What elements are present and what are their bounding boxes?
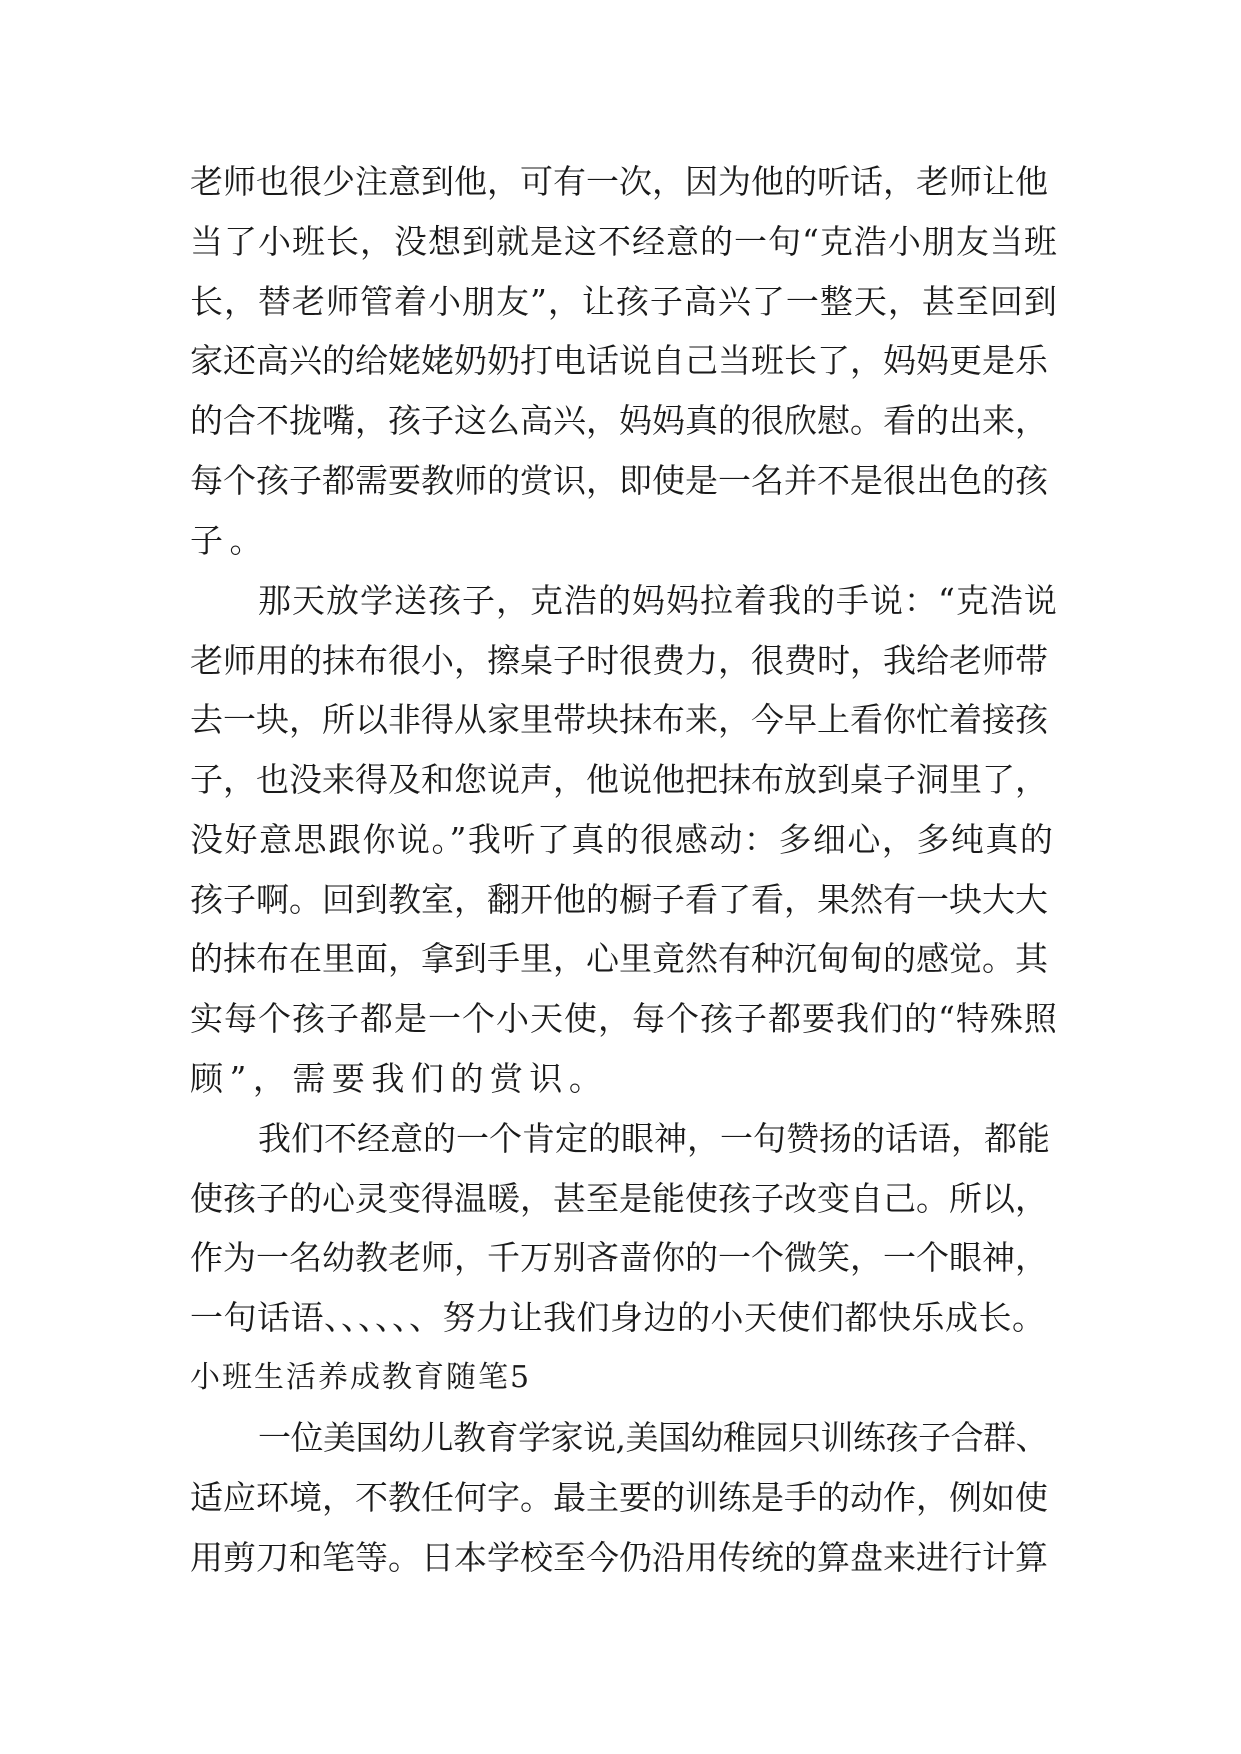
section-heading: 小班生活养成教育随笔5 (190, 1360, 532, 1395)
paragraph-line: 顾”，需要我们的赏识。 (190, 1059, 609, 1098)
paragraph-line: 家还高兴的给姥姥奶奶打电话说自己当班长了，妈妈更是乐 (190, 341, 1048, 380)
paragraph-line: 老师用的抹布很小，擦桌子时很费力，很费时，我给老师带 (190, 641, 1048, 680)
paragraph-line: 那天放学送孩子，克浩的妈妈拉着我的手说：“克浩说 (258, 581, 1058, 620)
paragraph-line: 当了小班长，没想到就是这不经意的一句“克浩小朋友当班 (190, 222, 1058, 261)
paragraph-line: 用剪刀和笔等。日本学校至今仍沿用传统的算盘来进行计算 (190, 1538, 1048, 1577)
paragraph-line: 作为一名幼教老师，千万别吝啬你的一个微笑，一个眼神， (190, 1238, 1048, 1277)
paragraph-line: 老师也很少注意到他，可有一次，因为他的听话，老师让他 (190, 162, 1048, 201)
paragraph-line: 去一块，所以非得从家里带块抹布来，今早上看你忙着接孩 (190, 700, 1048, 739)
paragraph-line: 实每个孩子都是一个小天使，每个孩子都要我们的“特殊照 (190, 999, 1058, 1038)
paragraph-line: 我们不经意的一个肯定的眼神，一句赞扬的话语，都能 (258, 1119, 1050, 1158)
paragraph-line: 长，替老师管着小朋友”，让孩子高兴了一整天，甚至回到 (190, 282, 1058, 321)
paragraph-line: 子。 (190, 521, 269, 560)
paragraph-line: 没好意思跟你说。”我听了真的很感动：多细心，多纯真的 (190, 820, 1055, 859)
paragraph-line: 孩子啊。回到教室，翻开他的橱子看了看，果然有一块大大 (190, 880, 1048, 919)
paragraph-line: 一句话语、、、、、、努力让我们身边的小天使们都快乐成长。 (190, 1298, 1046, 1337)
paragraph-line: 子，也没来得及和您说声，他说他把抹布放到桌子洞里了， (190, 760, 1048, 799)
paragraph-line: 使孩子的心灵变得温暖，甚至是能使孩子改变自己。所以， (190, 1179, 1048, 1218)
paragraph-line: 的抹布在里面，拿到手里，心里竟然有种沉甸甸的感觉。其 (190, 939, 1048, 978)
paragraph-line: 适应环境，不教任何字。最主要的训练是手的动作，例如使 (190, 1478, 1048, 1517)
paragraph-line: 一位美国幼儿教育学家说,美国幼稚园只训练孩子合群、 (258, 1418, 1048, 1457)
paragraph-line: 的合不拢嘴，孩子这么高兴，妈妈真的很欣慰。看的出来， (190, 401, 1048, 440)
paragraph-line: 每个孩子都需要教师的赏识，即使是一名并不是很出色的孩 (190, 461, 1048, 500)
